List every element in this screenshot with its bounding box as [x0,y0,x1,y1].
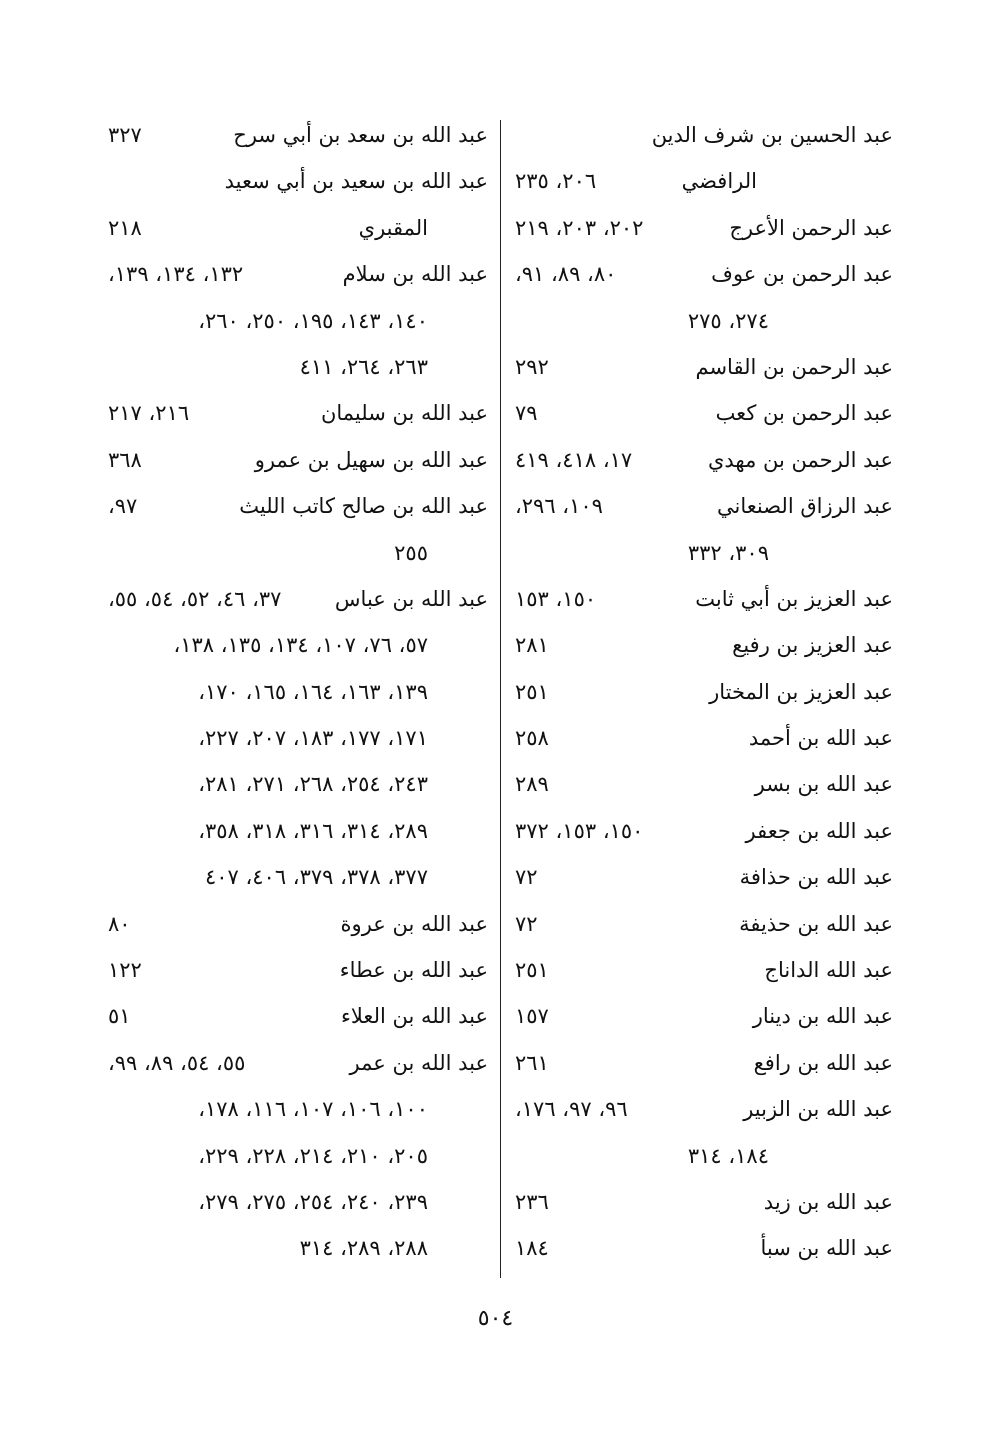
entry-pages: ٣٦٨ [108,447,142,472]
entry-pages: ٢٠٦، ٢٣٥ [515,169,597,194]
entry-pages: ٥١ [108,1004,131,1029]
entry-pages: ٥٥، ٥٤، ٨٩، ٩٩، [108,1050,246,1075]
entry-pages: ١٥٠، ١٥٣ [515,586,597,611]
index-entry [515,1086,893,1132]
entry-name: عبد الله بن بسر [754,772,893,797]
entry-pages: ٢٥٨ [515,726,549,751]
entry-name: عبد العزيز بن أبي ثابت [695,586,893,611]
entry-pages: ٣٠٩، ٣٣٢ [687,540,769,565]
entry-pages: ٥٧، ٧٦، ١٠٧، ١٣٤، ١٣٥، ١٣٨، [173,633,428,658]
entry-pages: ٢٩٢ [515,354,549,379]
index-entry [515,437,893,483]
index-column-left [108,112,488,1272]
index-entry [108,1086,488,1132]
index-entry [515,344,893,390]
entry-name: عبد الله بن سلام [342,262,488,287]
entry-pages: ١٧١، ١٧٧، ١٨٣، ٢٠٧، ٢٢٧، [198,726,428,751]
index-entry [515,251,893,297]
entry-name: عبد الله بن دينار [752,1004,893,1029]
column-divider [500,120,501,1278]
entry-pages: ٢٣٩، ٢٤٠، ٢٥٤، ٢٧٥، ٢٧٩، [198,1189,428,1214]
entry-pages: ١٠٩، ٢٩٦، [515,494,603,519]
entry-name: عبد الله بن سبأ [760,1236,893,1261]
index-entry [515,808,893,854]
entry-pages: ٨٠، ٨٩، ٩١، [515,262,617,287]
index-entry [515,1040,893,1086]
entry-name: عبد الرحمن بن عوف [711,262,893,287]
entry-pages: ٢٥١ [515,958,549,983]
entry-name: عبد الله الداناج [764,958,893,983]
index-entry [108,1225,488,1271]
entry-pages: ٣٧٧، ٣٧٨، ٣٧٩، ٤٠٦، ٤٠٧ [204,865,428,890]
entry-pages: ٧٢ [515,911,538,936]
index-entry [515,761,893,807]
index-entry [515,669,893,715]
index-entry [108,298,488,344]
entry-name: عبد الله بن أحمد [748,726,893,751]
entry-name: عبد الله بن عروة [340,911,488,936]
index-entry [108,761,488,807]
index-entry [515,390,893,436]
entry-name: الرافضي [681,169,757,194]
index-entry [515,112,893,158]
entry-name: عبد الله بن جعفر [745,818,893,843]
index-entry [108,344,488,390]
entry-name: عبد الله بن حذيفة [739,911,893,936]
index-entry [108,715,488,761]
entry-name: عبد الله بن سهيل بن عمرو [254,447,488,472]
entry-pages: ٢٠٥، ٢١٠، ٢١٤، ٢٢٨، ٢٢٩، [198,1143,428,1168]
index-entry [108,158,488,204]
entry-pages: ٣٢٧ [108,123,142,147]
entry-name: عبد الله بن سعد بن أبي سرح [233,123,488,147]
entry-pages: ٢٣٦ [515,1189,549,1214]
entry-pages: ٢٤٣، ٢٥٤، ٢٦٨، ٢٧١، ٢٨١، [198,772,428,797]
entry-pages: ١٥٠، ١٥٣، ٣٧٢ [515,818,644,843]
index-entry [515,901,893,947]
entry-pages: ١٠٠، ١٠٦، ١٠٧، ١١٦، ١٧٨، [198,1097,428,1122]
entry-pages: ٢٨٨، ٢٨٩، ٣١٤ [299,1236,428,1261]
index-entry [515,854,893,900]
entry-pages: ٢١٦، ٢١٧ [108,401,190,426]
entry-pages: ٩٦، ٩٧، ١٧٦، [515,1097,628,1122]
entry-name: عبد الرحمن بن القاسم [695,354,893,379]
entry-pages: ١٢٢ [108,958,142,983]
index-entry [108,901,488,947]
entry-name: عبد الحسين بن شرف الدين [651,123,893,147]
entry-name: عبد الرزاق الصنعاني [717,494,893,519]
index-entry [108,622,488,668]
entry-name: عبد الله بن حذافة [739,865,893,890]
entry-name: عبد العزيز بن المختار [709,679,893,704]
index-entry [515,483,893,529]
index-entry [515,298,893,344]
entry-pages: ٢٠٢، ٢٠٣، ٢١٩ [515,215,644,240]
index-entry [515,1133,893,1179]
entry-name: المقبري [358,215,428,240]
entry-pages: ١٤٠، ١٤٣، ١٩٥، ٢٥٠، ٢٦٠، [198,308,428,333]
entry-name: عبد الله بن عمر [349,1050,488,1075]
entry-name: عبد الله بن عباس [334,586,488,611]
entry-name: عبد الله بن سعيد بن أبي سعيد [224,169,488,194]
entry-pages: ٢١٨ [108,215,142,240]
index-column-right [515,112,893,1272]
index-entry [108,390,488,436]
entry-name: عبد الله بن سليمان [320,401,488,426]
entry-pages: ٢٨١ [515,633,549,658]
entry-name: عبد العزيز بن رفيع [732,633,893,658]
index-entry [108,112,488,158]
entry-name: عبد الله بن الزبير [743,1097,893,1122]
entry-pages: ١٣٢، ١٣٤، ١٣٩، [108,262,244,287]
index-entry [108,1179,488,1225]
index-entry [108,205,488,251]
index-entry [108,1040,488,1086]
index-entry [108,251,488,297]
page-number: ٥٠٤ [477,1306,514,1331]
index-entry [515,1179,893,1225]
entry-pages: ٢٨٩، ٣١٤، ٣١٦، ٣١٨، ٣٥٨، [198,818,428,843]
entry-pages: ٩٧، [108,494,138,519]
entry-name: عبد الله بن العلاء [341,1004,488,1029]
entry-pages: ٧٩ [515,401,538,426]
entry-name: عبد الرحمن الأعرج [729,215,893,240]
index-entry [515,715,893,761]
entry-pages: ١٣٩، ١٦٣، ١٦٤، ١٦٥، ١٧٠، [198,679,428,704]
entry-name: عبد الله بن زيد [763,1189,893,1214]
index-entry [515,158,893,204]
entry-pages: ٢٦١ [515,1050,549,1075]
index-entry [108,947,488,993]
index-entry [108,808,488,854]
entry-pages: ١٨٤ [515,1236,549,1261]
entry-name: عبد الرحمن بن مهدي [707,447,893,472]
index-entry [515,576,893,622]
index-entry [108,437,488,483]
index-entry [515,993,893,1039]
entry-pages: ١٨٤، ٣١٤ [687,1143,769,1168]
index-entry [108,854,488,900]
entry-pages: ٢٥٥ [394,540,428,565]
entry-pages: ٢٦٣، ٢٦٤، ٤١١ [299,354,428,379]
index-entry [108,483,488,529]
entry-name: عبد الله بن رافع [753,1050,893,1075]
index-entry [515,1225,893,1271]
entry-pages: ١٧، ٤١٨، ٤١٩ [515,447,633,472]
index-entry [108,576,488,622]
index-entry [515,530,893,576]
entry-name: عبد الله بن صالح كاتب الليث [239,494,488,519]
entry-pages: ٨٠ [108,911,131,936]
index-entry [108,530,488,576]
entry-name: عبد الرحمن بن كعب [715,401,893,426]
entry-pages: ٣٧، ٤٦، ٥٢، ٥٤، ٥٥، [108,586,282,611]
index-entry [108,669,488,715]
index-entry [108,1133,488,1179]
entry-pages: ٧٢ [515,865,538,890]
index-entry [515,622,893,668]
entry-pages: ٢٥١ [515,679,549,704]
entry-pages: ١٥٧ [515,1004,549,1029]
index-entry [515,205,893,251]
index-entry [108,993,488,1039]
entry-name: عبد الله بن عطاء [339,958,488,983]
index-entry [515,947,893,993]
entry-pages: ٢٧٤، ٢٧٥ [687,308,769,333]
entry-pages: ٢٨٩ [515,772,549,797]
